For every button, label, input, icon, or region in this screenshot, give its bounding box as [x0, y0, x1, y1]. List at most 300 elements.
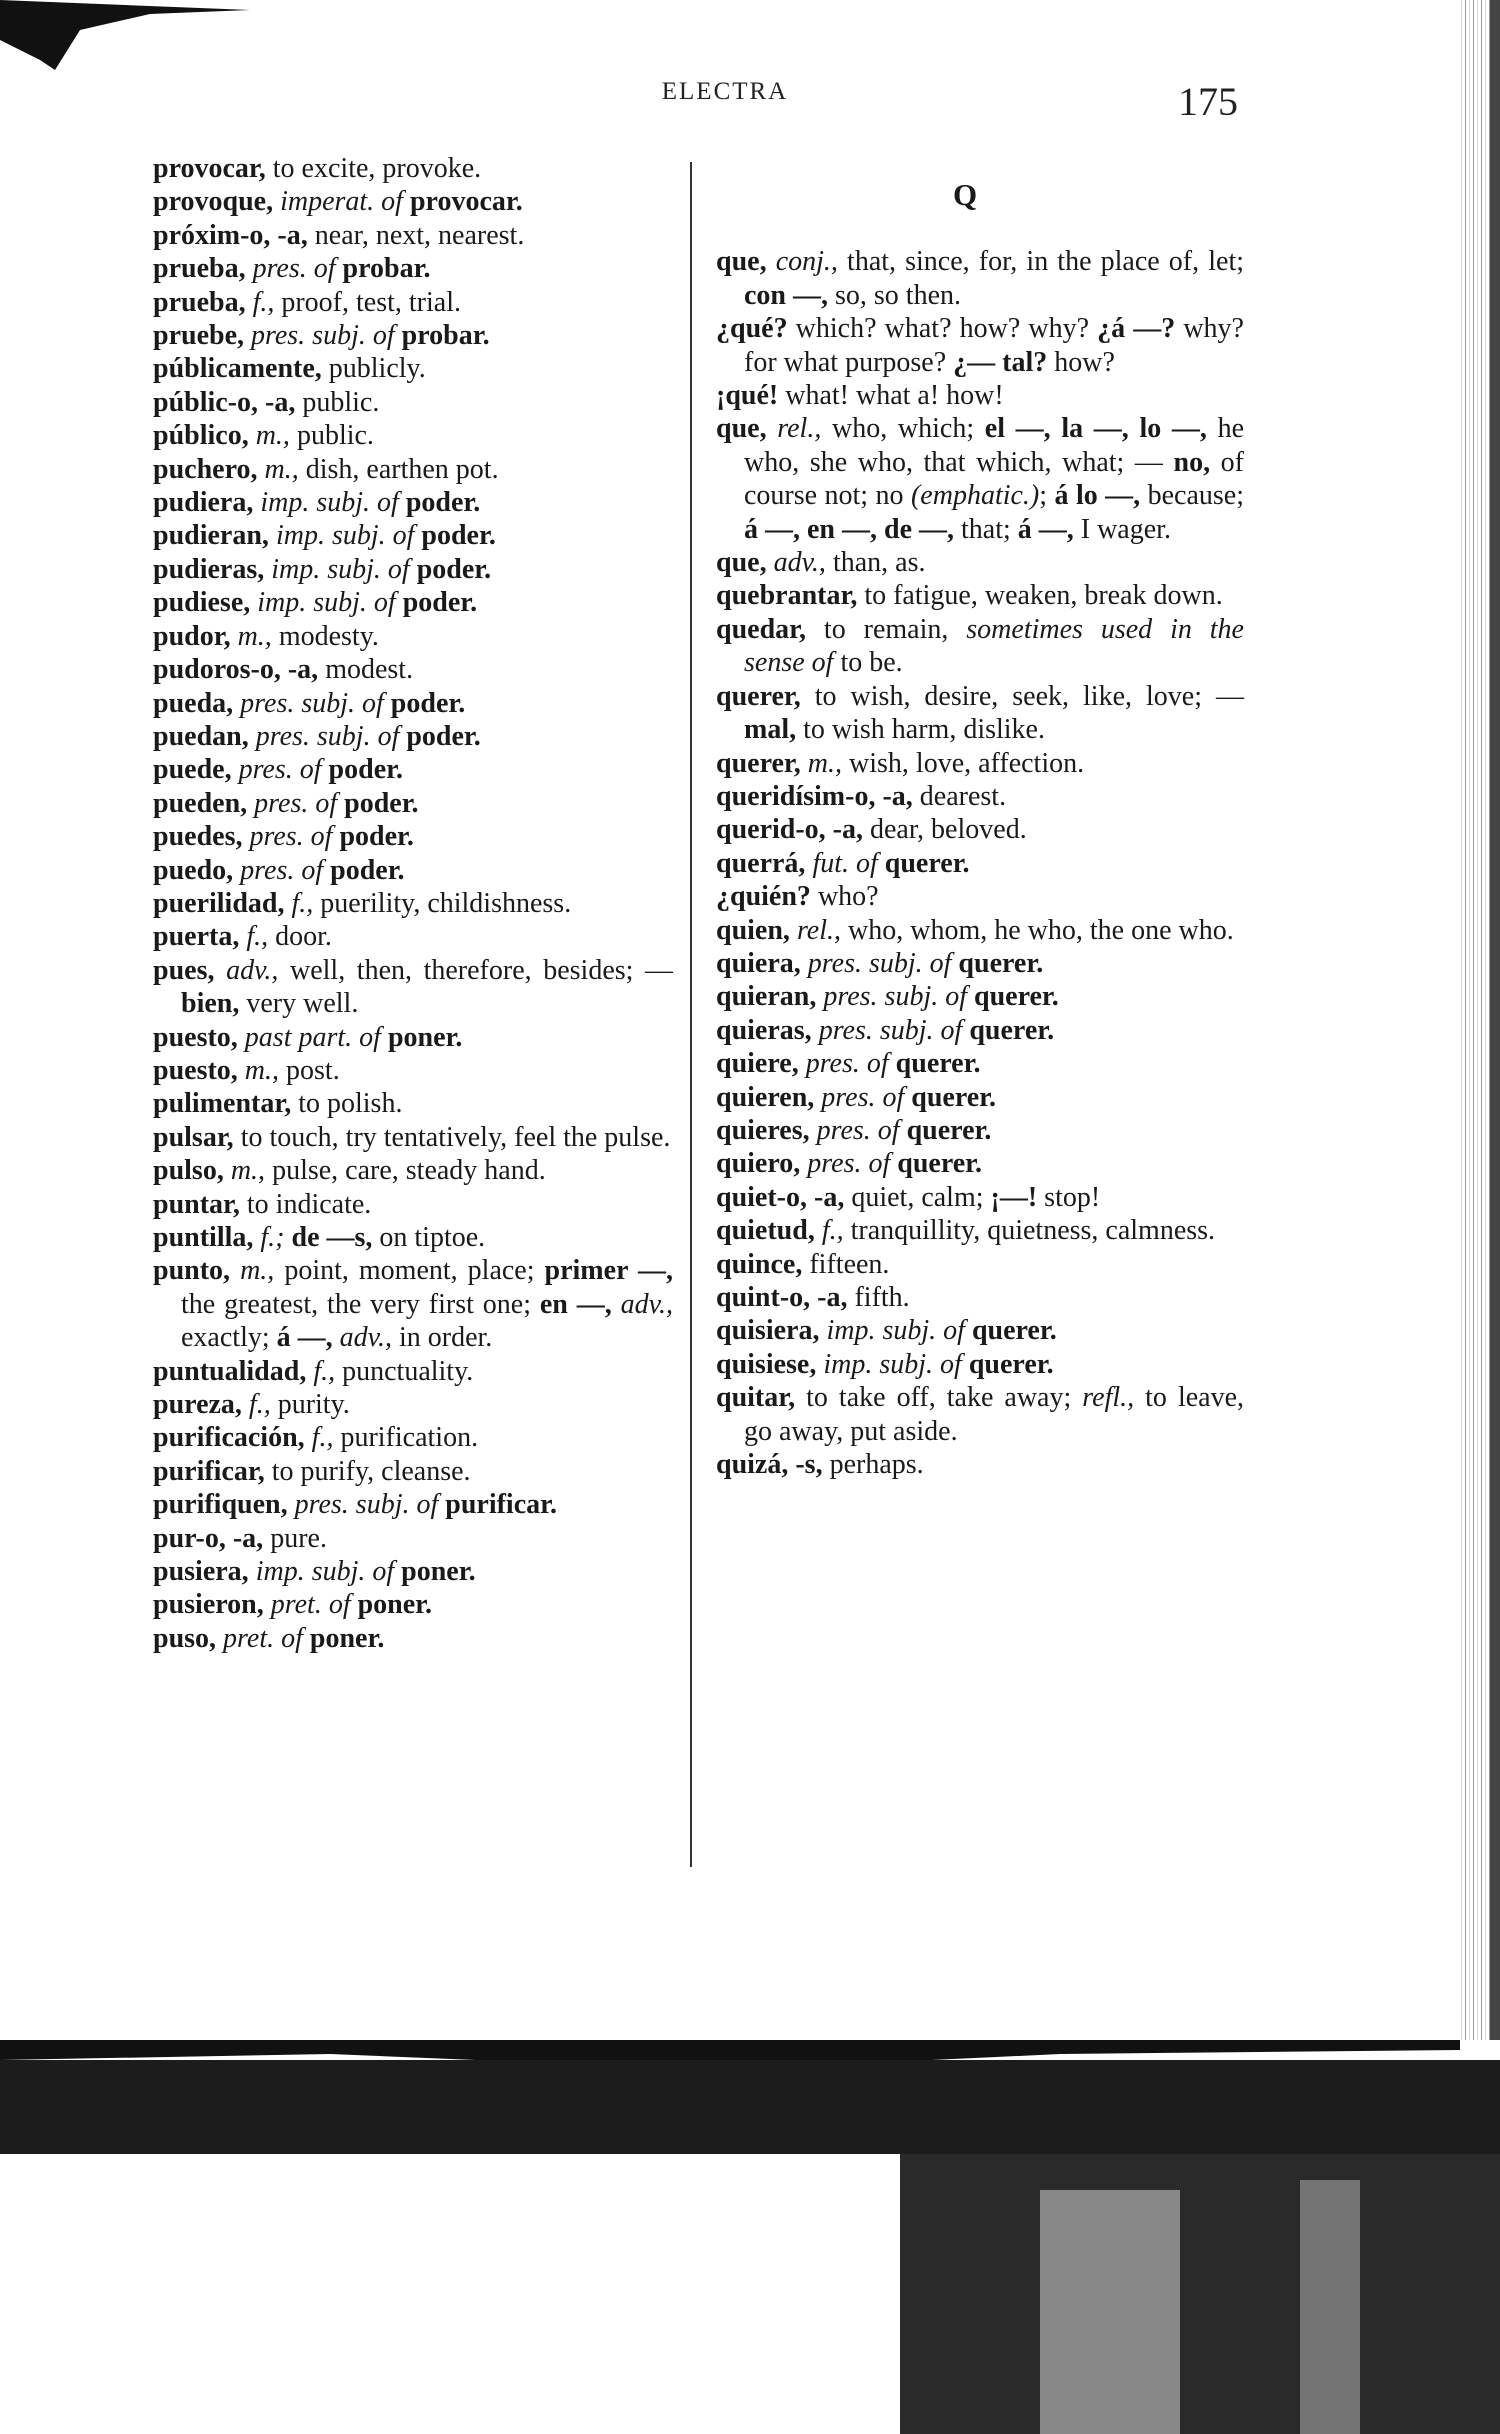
entry-headword: quint-o, -a,: [716, 1282, 848, 1313]
scan-artifact-edge-shadow: [1490, 0, 1500, 2080]
entry-grammar-note: pres. of: [249, 821, 333, 853]
entry-headword: quieres,: [716, 1114, 810, 1146]
entry-headword: quince,: [716, 1248, 803, 1280]
entry-text: ;: [1039, 480, 1055, 512]
entry-text: [396, 587, 403, 618]
entry-text: [767, 246, 776, 277]
dictionary-entry: [716, 1081, 1244, 1114]
entry-text: [322, 754, 329, 785]
dictionary-entry: [716, 747, 1244, 780]
dictionary-entry: [153, 352, 673, 385]
dictionary-entry: [716, 613, 1244, 680]
entry-headword: quiero,: [716, 1148, 801, 1180]
entry-text: [305, 1422, 312, 1453]
entry-grammar-note: pres. subj. of: [823, 981, 967, 1013]
entry-headword: puchero,: [153, 453, 258, 485]
entry-headword: ¿quién?: [716, 881, 811, 913]
entry-text: purity.: [270, 1389, 350, 1421]
section-letter-heading: Q: [952, 177, 978, 212]
page-number: 175: [1178, 79, 1238, 124]
entry-headword: no,: [1173, 446, 1211, 478]
dictionary-entry: [153, 286, 673, 319]
entry-text: that, since, for, in the place of, let;: [837, 246, 1245, 278]
entry-grammar-note: f.,: [248, 1389, 271, 1421]
entry-headword: quieren,: [716, 1081, 815, 1113]
entry-headword: puede,: [153, 754, 232, 786]
entry-headword: provoque,: [153, 186, 274, 218]
entry-headword: poder.: [405, 487, 481, 519]
dictionary-entry: [153, 620, 673, 653]
dictionary-entry: [716, 1114, 1244, 1147]
entry-text: [246, 287, 253, 318]
entry-grammar-note: pres. of: [805, 1048, 889, 1080]
entry-headword: quiere,: [716, 1048, 799, 1080]
entry-headword: bien,: [181, 988, 240, 1020]
entry-grammar-note: f.;: [260, 1222, 285, 1253]
entry-headword: puntar,: [153, 1188, 240, 1220]
dictionary-entry: [153, 1154, 673, 1187]
entry-text: proof, test, trial.: [274, 286, 461, 318]
entry-headword: purificación,: [153, 1422, 305, 1454]
dictionary-entry: [716, 1181, 1244, 1214]
entry-text: [264, 1589, 271, 1620]
dictionary-entry: [153, 152, 673, 185]
dictionary-entry: [153, 720, 673, 753]
entry-headword: puerta,: [153, 921, 240, 953]
dictionary-entry: [716, 312, 1244, 379]
dictionary-entry: [716, 847, 1244, 880]
entry-headword: de —s,: [291, 1222, 373, 1253]
entry-text: that;: [954, 513, 1018, 545]
entry-headword: querer.: [895, 1048, 981, 1080]
entry-text: stop!: [1037, 1181, 1101, 1213]
entry-text: dearest.: [912, 780, 1007, 812]
entry-grammar-note: adv.,: [620, 1288, 673, 1320]
entry-text: [230, 1255, 240, 1286]
entry-text: dish, earthen pot.: [298, 453, 499, 485]
dictionary-entry: [716, 880, 1244, 913]
entry-headword: poder.: [421, 520, 496, 552]
entry-text: door.: [268, 921, 332, 953]
entry-grammar-note: pres. of: [821, 1081, 905, 1113]
entry-text: [231, 621, 238, 652]
entry-headword: pudiese,: [153, 587, 251, 619]
entry-headword: pulimentar,: [153, 1088, 292, 1120]
entry-text: [767, 547, 774, 578]
entry-text: to remain,: [806, 613, 967, 645]
entry-headword: quiera,: [716, 947, 801, 979]
entry-grammar-note: f.,: [291, 887, 314, 919]
entry-text: punctuality.: [335, 1355, 474, 1387]
dictionary-entry: [153, 753, 673, 786]
entry-headword: querer.: [897, 1148, 983, 1180]
entry-headword: ¿á —?: [1097, 313, 1176, 345]
entry-text: to fatigue, weaken, break down.: [857, 580, 1223, 612]
dictionary-entry: [716, 780, 1244, 813]
entry-grammar-note: pres. of: [240, 854, 324, 886]
dictionary-entry: [153, 1388, 673, 1421]
dictionary-entry: [716, 1381, 1244, 1448]
entry-headword: pudiera,: [153, 487, 254, 519]
dictionary-entry: [153, 486, 673, 519]
entry-grammar-note: past part. of: [244, 1021, 381, 1053]
entry-text: [801, 948, 808, 979]
entry-text: [214, 955, 226, 986]
dictionary-entry: [153, 820, 673, 853]
entry-text: [381, 1022, 388, 1053]
entry-text: [238, 1022, 245, 1053]
entry-text: [351, 1589, 358, 1620]
entry-text: [288, 1489, 295, 1520]
entry-text: [242, 1389, 249, 1420]
entry-headword: á —,: [276, 1322, 333, 1354]
entry-text: post.: [279, 1054, 340, 1086]
entry-grammar-note: pret. of: [223, 1622, 303, 1654]
entry-text: point, moment, place;: [274, 1255, 545, 1287]
entry-headword: querer.: [969, 1014, 1055, 1046]
dictionary-entry: [153, 1121, 673, 1154]
entry-text: of course not; no: [744, 446, 1245, 512]
entry-grammar-note: imp. subj. of: [826, 1315, 965, 1347]
dictionary-entry: [716, 412, 1244, 546]
entry-text: [900, 1115, 907, 1146]
entry-text: to wish harm, dislike.: [796, 714, 1045, 746]
entry-headword: ¡—!: [990, 1181, 1038, 1213]
entry-text: pulse, care, steady hand.: [265, 1155, 546, 1187]
entry-text: to indicate.: [239, 1188, 372, 1220]
entry-headword: prueba,: [153, 253, 246, 285]
dictionary-entry: [153, 386, 673, 419]
entry-text: [815, 1215, 822, 1246]
entry-headword: querer.: [906, 1114, 992, 1146]
entry-headword: puerilidad,: [153, 887, 285, 919]
scan-artifact-bottom: [0, 2040, 1500, 2434]
entry-headword: poder.: [344, 787, 419, 819]
entry-grammar-note: pres. of: [252, 253, 336, 285]
entry-text: [612, 1289, 621, 1320]
entry-headword: provocar,: [153, 153, 266, 184]
entry-grammar-note: imp. subj. of: [255, 1556, 395, 1588]
entry-headword: querid-o, -a,: [716, 814, 863, 846]
entry-text: [410, 554, 417, 585]
entry-text: who, whom, he who, the one who.: [841, 914, 1234, 946]
dictionary-entry: [153, 787, 673, 820]
entry-grammar-note: conj.,: [775, 246, 838, 278]
entry-headword: puso,: [153, 1622, 217, 1654]
dictionary-entry: [153, 1087, 673, 1120]
entry-headword: probar.: [342, 253, 431, 285]
entry-text: purification.: [333, 1422, 479, 1454]
entry-grammar-note: adv.,: [339, 1322, 392, 1354]
entry-text: [399, 487, 406, 518]
dictionary-entry: [153, 219, 673, 252]
entry-headword: poner.: [401, 1556, 476, 1588]
entry-headword: quitar,: [716, 1382, 796, 1414]
dictionary-entry: [153, 887, 673, 920]
entry-headword: ¿qué?: [716, 313, 788, 345]
entry-grammar-note: m.,: [264, 453, 299, 485]
entry-headword: poner.: [357, 1589, 433, 1621]
entry-grammar-note: pres. subj. of: [240, 687, 384, 719]
entry-text: dear, beloved.: [863, 814, 1027, 846]
entry-headword: pur-o, -a,: [153, 1522, 264, 1554]
entry-headword: purificar,: [153, 1455, 265, 1487]
entry-grammar-note: pres. of: [807, 1148, 891, 1180]
entry-text: [249, 721, 256, 752]
entry-headword: querer.: [958, 947, 1044, 979]
entry-grammar-note: sometimes used in the sense of: [744, 613, 1244, 679]
entry-text: wish, love, affection.: [842, 747, 1085, 779]
entry-grammar-note: m.,: [255, 420, 290, 452]
dictionary-entry: [716, 980, 1244, 1013]
entry-grammar-note: imp. subj. of: [275, 520, 415, 552]
entry-text: [238, 1055, 245, 1086]
entry-text: what! what a! how!: [778, 380, 1004, 412]
dictionary-entry: [153, 185, 673, 218]
entry-text: to excite, provoke.: [265, 153, 482, 184]
entry-headword: ¡qué!: [716, 380, 779, 412]
dictionary-entry: [716, 1047, 1244, 1080]
dictionary-entry: [153, 854, 673, 887]
entry-headword: pueden,: [153, 787, 248, 819]
entry-grammar-note: rel.,: [796, 914, 842, 946]
entry-text: [395, 320, 402, 351]
dictionary-entry: [153, 1488, 673, 1521]
entry-text: [810, 1115, 817, 1146]
entry-grammar-note: f.,: [311, 1422, 334, 1454]
entry-headword: poder.: [330, 854, 405, 886]
entry-headword: punto,: [153, 1255, 231, 1287]
dictionary-entry: [716, 1248, 1244, 1281]
entry-headword: pusieron,: [153, 1589, 264, 1621]
entry-headword: poder.: [390, 687, 466, 719]
entry-text: [249, 1556, 256, 1587]
entry-headword: poder.: [406, 720, 481, 752]
entry-headword: probar.: [401, 320, 490, 352]
entry-text: to touch, try tentatively, feel the pulse.: [233, 1121, 671, 1153]
entry-headword: poder.: [339, 821, 414, 853]
dictionary-entry: [153, 1555, 673, 1588]
entry-headword: pusiera,: [153, 1556, 249, 1588]
entry-headword: públicamente,: [153, 353, 322, 385]
entry-headword: querer.: [968, 1348, 1054, 1380]
entry-grammar-note: pres. subj. of: [251, 320, 395, 352]
entry-headword: quebrantar,: [716, 580, 858, 612]
entry-text: [249, 420, 256, 451]
entry-grammar-note: m.,: [230, 1155, 266, 1187]
dictionary-entry: [153, 653, 673, 686]
dictionary-entry: [716, 947, 1244, 980]
entry-text: tranquillity, quietness, calmness.: [843, 1215, 1216, 1247]
entry-grammar-note: adv.,: [773, 547, 826, 579]
entry-headword: puesto,: [153, 1054, 238, 1086]
entry-headword: primer —,: [544, 1255, 673, 1287]
entry-headword: pudieras,: [153, 553, 265, 585]
dictionary-entry: [716, 245, 1244, 312]
entry-grammar-note: m.,: [244, 1054, 280, 1086]
dictionary-entry: [153, 453, 673, 486]
entry-headword: poder.: [402, 587, 478, 619]
dictionary-entry: [716, 1214, 1244, 1247]
entry-text: exactly;: [181, 1322, 277, 1354]
dictionary-entry: [716, 914, 1244, 947]
dictionary-entry: [716, 1281, 1244, 1314]
dictionary-entry: [716, 546, 1244, 579]
entry-headword: en —,: [539, 1288, 612, 1320]
left-column: [153, 152, 673, 1655]
entry-text: to purify, cleanse.: [264, 1455, 471, 1487]
entry-grammar-note: pret. of: [270, 1589, 351, 1621]
entry-text: [384, 688, 391, 719]
entry-grammar-note: imp. subj. of: [257, 587, 396, 619]
dictionary-entry: [716, 1014, 1244, 1047]
dictionary-entry: [153, 553, 673, 586]
entry-text: why? for what purpose?: [744, 313, 1244, 378]
entry-text: very well.: [239, 988, 359, 1020]
entry-text: fifth.: [847, 1282, 910, 1313]
entry-headword: quieran,: [716, 981, 817, 1013]
entry-text: [333, 1322, 340, 1353]
entry-text: because;: [1140, 480, 1245, 512]
entry-grammar-note: f.,: [821, 1215, 844, 1247]
entry-text: [246, 253, 253, 284]
entry-headword: quien,: [716, 914, 790, 946]
entry-headword: querer,: [716, 747, 801, 779]
entry-text: [767, 413, 778, 444]
entry-text: to be.: [833, 647, 903, 679]
entry-headword: quizá, -s,: [716, 1449, 823, 1481]
dictionary-entry: [153, 1355, 673, 1388]
dictionary-entry: [153, 419, 673, 452]
entry-text: to polish.: [291, 1088, 403, 1120]
entry-headword: querer.: [971, 1315, 1057, 1347]
dictionary-entry: [716, 813, 1244, 846]
entry-headword: que,: [716, 413, 767, 445]
dictionary-entry: [153, 1254, 673, 1354]
entry-text: which? what? how? why?: [787, 313, 1098, 345]
entry-headword: ¿— tal?: [953, 346, 1048, 378]
entry-headword: pudoros-o, -a,: [153, 654, 319, 686]
entry-text: [801, 748, 808, 779]
entry-text: than, as.: [825, 547, 926, 579]
dictionary-entry: [716, 680, 1244, 747]
entry-text: to leave, go away, put aside.: [744, 1382, 1245, 1447]
entry-headword: querrá,: [716, 847, 806, 879]
entry-headword: el —, la —, lo —,: [984, 413, 1207, 445]
entry-headword: mal,: [744, 714, 797, 746]
entry-text: perhaps.: [822, 1449, 924, 1481]
entry-text: fifteen.: [802, 1248, 890, 1280]
entry-text: near, next, nearest.: [307, 219, 525, 251]
entry-headword: quisiera,: [716, 1315, 820, 1347]
dictionary-entry: [153, 252, 673, 285]
entry-headword: públic-o, -a,: [153, 386, 296, 418]
entry-grammar-note: pres. of: [238, 754, 322, 786]
entry-text: [258, 454, 265, 485]
entry-headword: purificar.: [445, 1489, 557, 1521]
entry-text: [812, 1015, 819, 1046]
entry-headword: purifiquen,: [153, 1489, 288, 1521]
dictionary-entry: [716, 1348, 1244, 1381]
entry-text: well, then, therefore, besides; —: [278, 954, 674, 986]
entry-headword: con —,: [744, 279, 828, 311]
dictionary-entry: [716, 1147, 1244, 1180]
entry-grammar-note: adv.,: [226, 954, 279, 986]
entry-text: he who, she who, that which, what; —: [744, 413, 1245, 478]
entry-headword: querer.: [884, 847, 970, 879]
entry-text: on tiptoe.: [372, 1222, 486, 1253]
entry-headword: puedes,: [153, 821, 243, 853]
entry-text: modesty.: [271, 620, 379, 652]
dictionary-entry: [153, 1188, 673, 1221]
entry-headword: puedan,: [153, 720, 249, 752]
entry-text: who?: [810, 881, 879, 913]
entry-text: [790, 915, 797, 946]
entry-headword: pruebe,: [153, 320, 244, 352]
entry-headword: prueba,: [153, 286, 246, 318]
entry-headword: quietud,: [716, 1215, 815, 1247]
dictionary-entry: [153, 519, 673, 552]
entry-text: [889, 1048, 896, 1079]
entry-grammar-note: (emphatic.): [910, 480, 1040, 512]
entry-text: [244, 320, 251, 351]
entry-text: to wish, desire, seek, like, love; —: [800, 680, 1244, 712]
entry-headword: poder.: [416, 553, 492, 585]
right-entries: [716, 245, 1244, 1481]
entry-text: [965, 1315, 972, 1346]
entry-headword: próxim-o, -a,: [153, 219, 308, 251]
entry-text: how?: [1047, 346, 1115, 378]
entry-text: [967, 981, 974, 1012]
dictionary-entry: [153, 1054, 673, 1087]
entry-text: publicly.: [321, 353, 426, 385]
entry-headword: provocar.: [409, 186, 523, 218]
entry-grammar-note: f.,: [252, 286, 275, 318]
entry-headword: quisiese,: [716, 1348, 817, 1380]
entry-text: in order.: [391, 1322, 493, 1354]
entry-headword: quedar,: [716, 613, 807, 645]
entry-headword: que,: [716, 547, 767, 579]
entry-headword: poner.: [387, 1021, 463, 1053]
dictionary-entry: [153, 1221, 673, 1254]
entry-text: [216, 1623, 223, 1654]
dictionary-entry: [716, 379, 1244, 412]
dictionary-entry: [153, 1622, 673, 1655]
entry-headword: pulso,: [153, 1155, 224, 1187]
dictionary-entry: [153, 954, 673, 1021]
entry-headword: puntualidad,: [153, 1355, 307, 1387]
entry-headword: querer.: [911, 1081, 997, 1113]
entry-headword: á lo —,: [1054, 480, 1141, 512]
entry-headword: pudieran,: [153, 520, 269, 552]
entry-headword: querer,: [716, 680, 801, 712]
entry-headword: pues,: [153, 954, 215, 986]
entry-headword: á —, en —, de —,: [744, 513, 954, 545]
entry-headword: pureza,: [153, 1389, 242, 1421]
dictionary-entry: [153, 920, 673, 953]
entry-headword: pulsar,: [153, 1121, 234, 1153]
entry-headword: puntilla,: [153, 1222, 254, 1253]
entry-text: quiet, calm;: [844, 1181, 991, 1213]
dictionary-entry: [153, 586, 673, 619]
entry-text: [232, 754, 239, 785]
entry-grammar-note: rel.,: [777, 413, 822, 445]
dictionary-entry: [153, 1588, 673, 1621]
entry-grammar-note: m.,: [240, 1255, 275, 1287]
entry-grammar-note: fut. of: [812, 847, 878, 879]
entry-text: I wager.: [1073, 513, 1171, 545]
entry-grammar-note: imp. subj. of: [271, 553, 410, 585]
